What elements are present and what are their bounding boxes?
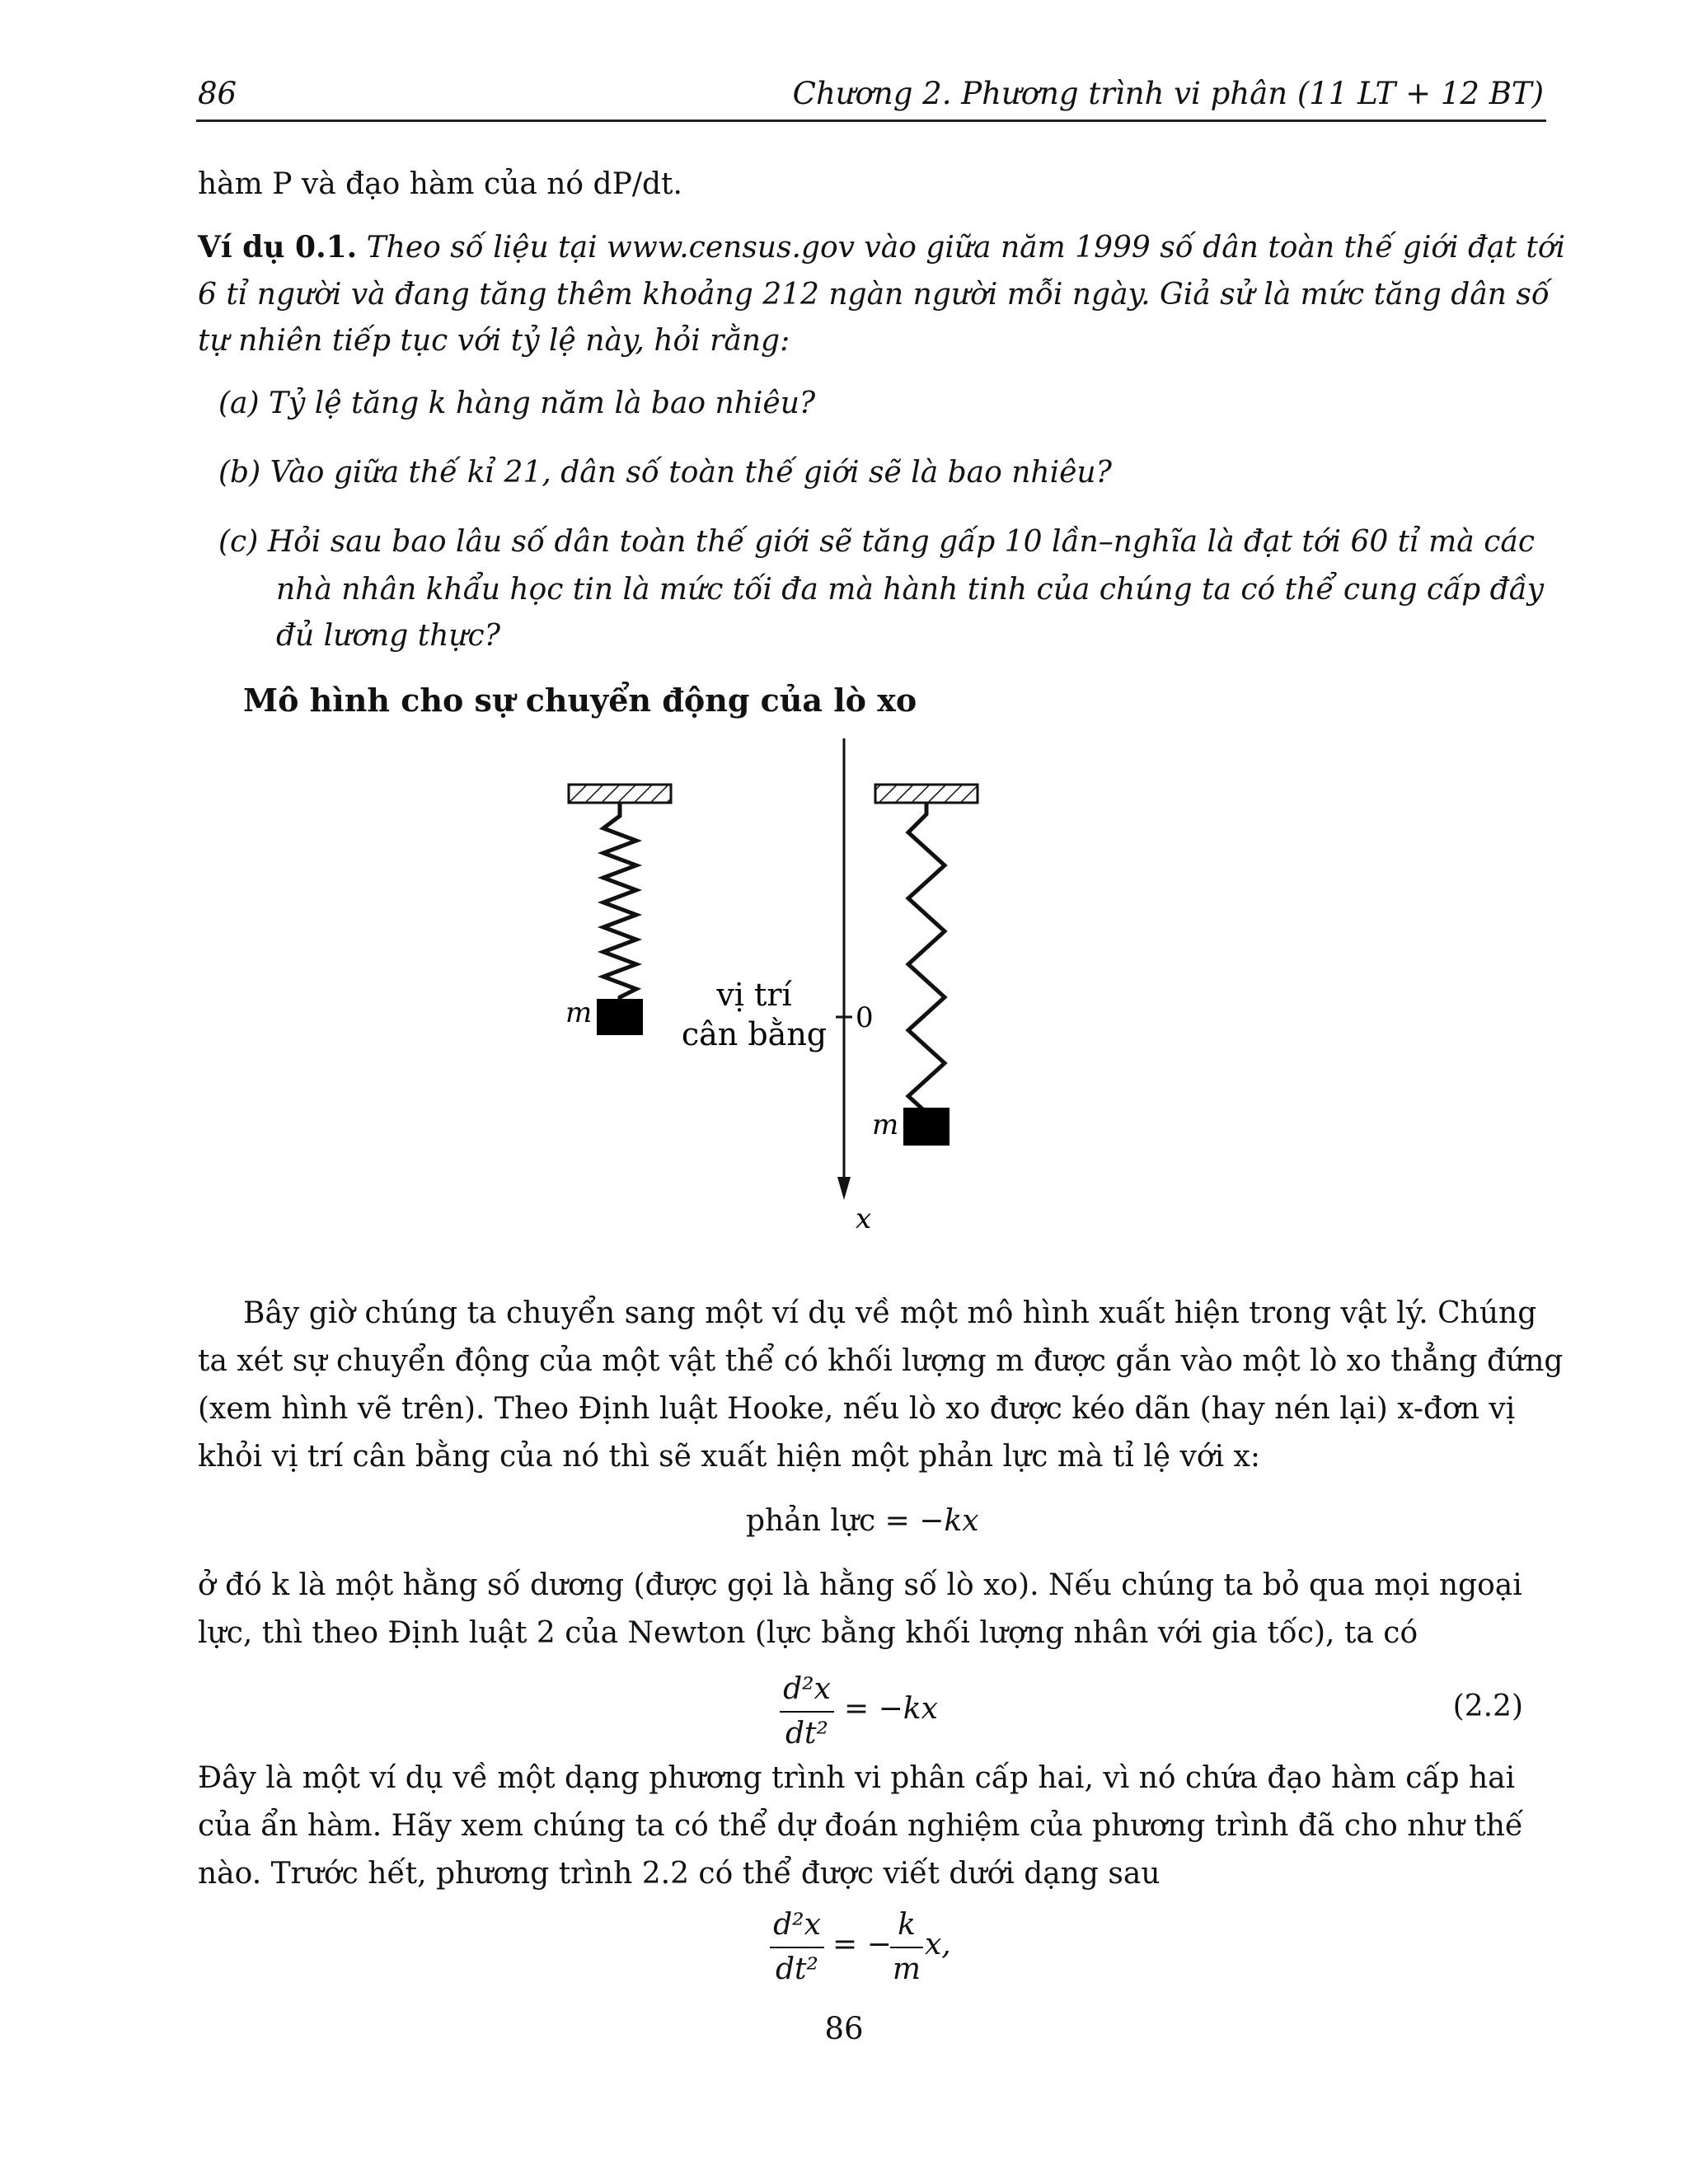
page-number-top: 86 — [198, 76, 237, 111]
paragraph-3-line-1: Đây là một ví dụ về một dạng phương trình vi phân cấp hai, vì nó chứa đạo hàm cấp hai — [198, 1761, 1516, 1795]
paragraph-1-line-1: Bây giờ chúng ta chuyển sang một ví dụ về một mô hình xuất hiện trong vật lý. Chúng — [243, 1296, 1537, 1330]
right-spring — [908, 803, 945, 1114]
eq-last-tail: x, — [925, 1928, 951, 1961]
intro-line: hàm P và đạo hàm của nó dP/dt. — [198, 167, 682, 201]
left-ceiling-hatch — [569, 785, 671, 803]
left-mass-label: m — [565, 996, 593, 1029]
example-label: Ví dụ 0.1. — [198, 230, 358, 265]
paragraph-3-line-3: nào. Trước hết, phương trình 2.2 có thể được viết dưới dạng sau — [198, 1857, 1160, 1891]
section-title: Mô hình cho sự chuyển động của lò xo — [243, 682, 917, 719]
eq-last-k-over-m — [890, 1907, 923, 1988]
paragraph-1-line-4: khỏi vị trí cân bằng của nó thì sẽ xuất hiện một phản lực mà tỉ lệ với x: — [198, 1440, 1260, 1474]
left-spring — [603, 803, 636, 999]
list-item-c-line-3: đủ lương thực? — [276, 619, 501, 653]
eq-2-2-fraction — [780, 1671, 834, 1752]
x-axis-arrowhead — [837, 1177, 851, 1200]
paragraph-1-line-2: ta xét sự chuyển động của một vật thể có khối lượng m được gắn vào một lò xo thẳng đứng — [198, 1344, 1564, 1378]
list-item-tag: (b) — [218, 456, 261, 490]
fraction-denominator: m — [892, 1952, 921, 1986]
fraction-bar — [770, 1947, 824, 1948]
list-item-text: Hỏi sau bao lâu số dân toàn thế giới sẽ tăng gấp 10 lần–nghĩa là đạt tới 60 tỉ mà các — [267, 525, 1535, 559]
x-axis-label: x — [856, 1202, 872, 1235]
eq-last-equals: = − — [832, 1928, 892, 1961]
example-text: Theo số liệu tại www.census.gov vào giữa năm 1999 số dân toàn thế giới đạt tới — [366, 231, 1566, 265]
paragraph-2-line-2: lực, thì theo Định luật 2 của Newton (lực bằng khối lượng nhân với gia tốc), ta có — [198, 1616, 1418, 1650]
eq-last-fraction — [770, 1907, 824, 1988]
eq-2-2-rhs: = −kx — [844, 1692, 938, 1726]
paragraph-2-line-1: ở đó k là một hằng số dương (được gọi là hằng số lò xo). Nếu chúng ta bỏ qua mọi ngoại — [198, 1568, 1522, 1602]
list-item-text: Tỷ lệ tăng k hàng năm là bao nhiêu? — [269, 387, 816, 420]
zero-label: 0 — [856, 1001, 874, 1034]
fraction-bar — [890, 1947, 923, 1948]
equilibrium-label-line-2: cân bằng — [681, 1016, 828, 1052]
right-mass-label: m — [872, 1108, 899, 1141]
fraction-numerator: d²x — [783, 1672, 831, 1706]
left-mass — [597, 999, 643, 1035]
fraction-numerator: k — [898, 1908, 916, 1942]
equilibrium-label-line-1: vị trí — [716, 977, 792, 1013]
reaction-equation — [746, 1502, 979, 1541]
page-number-bottom: 86 — [824, 2011, 864, 2046]
right-mass — [903, 1108, 950, 1146]
right-ceiling-hatch — [875, 785, 978, 803]
example-line-3: tự nhiên tiếp tục với tỷ lệ này, hỏi rằng: — [198, 324, 790, 358]
paragraph-3-line-2: của ẩn hàm. Hãy xem chúng ta có thể dự đoán nghiệm của phương trình đã cho như thế — [198, 1809, 1524, 1843]
example-line-2: 6 tỉ người và đang tăng thêm khoảng 212 ngàn người mỗi ngày. Giả sử là mức tăng dân số — [198, 278, 1550, 312]
fraction-numerator: d²x — [773, 1908, 821, 1942]
running-title: Chương 2. Phương trình vi phân (11 LT + 12 BT) — [792, 76, 1544, 111]
fraction-denominator: dt² — [785, 1717, 828, 1750]
reaction-rhs: = −kx — [884, 1504, 979, 1538]
fraction-denominator: dt² — [776, 1952, 818, 1986]
reaction-word: phản lực — [746, 1504, 876, 1538]
list-item-tag: (a) — [218, 387, 260, 420]
list-item-text: Vào giữa thế kỉ 21, dân số toàn thế giới sẽ là bao nhiêu? — [270, 456, 1112, 490]
list-item-c-line-2: nhà nhân khẩu học tin là mức tối đa mà hành tinh của chúng ta có thể cung cấp đầy — [276, 573, 1545, 607]
equation-number: (2.2) — [1452, 1690, 1523, 1723]
fraction-bar — [780, 1711, 834, 1713]
paragraph-1-line-3: (xem hình vẽ trên). Theo Định luật Hooke, nếu lò xo được kéo dãn (hay nén lại) x-đơn vị — [198, 1392, 1516, 1426]
list-item-tag: (c) — [218, 525, 259, 559]
